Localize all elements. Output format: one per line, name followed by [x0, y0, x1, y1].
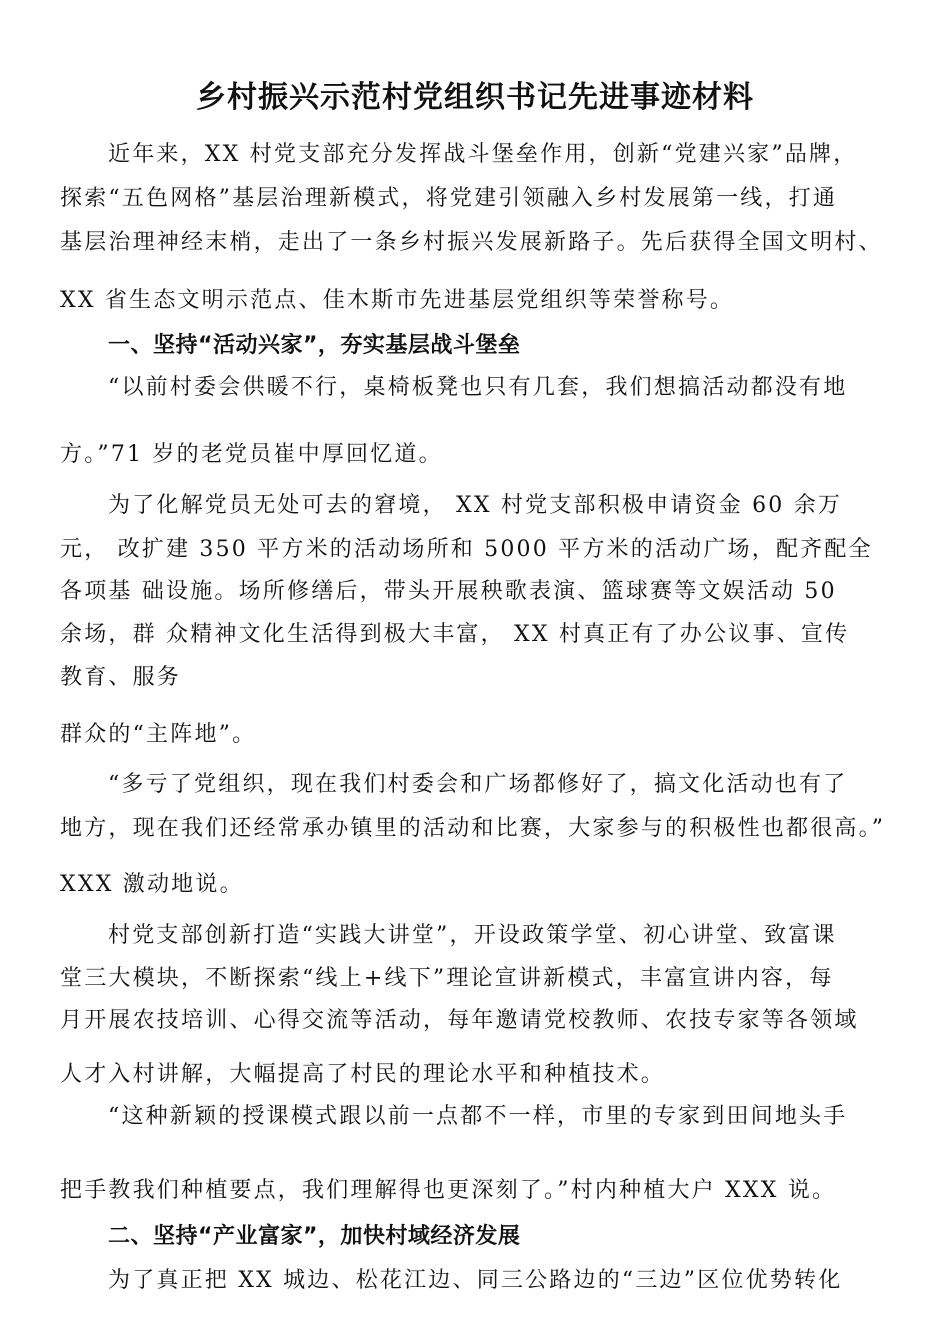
paragraph-line: 为了真正把 XX 城边、松花江边、同三公路边的“三边”区位优势转化 [108, 1268, 843, 1293]
paragraph-line: 元， 改扩建 350 平方米的活动场所和 5000 平方米的活动广场，配齐配全 [60, 537, 873, 562]
quote-line: “这种新颖的授课模式跟以前一点都不一样，市里的专家到田间地头手 [108, 1104, 848, 1129]
intro-line: 探索“五色网格”基层治理新模式，将党建引领融入乡村发展第一线，打通 [60, 186, 838, 211]
section-heading: 一、坚持“活动兴家”，夯实基层战斗堡垒 [108, 333, 521, 358]
paragraph-line: 教育、服务 [60, 665, 182, 690]
paragraph-line: 群众的“主阵地”。 [60, 722, 257, 747]
quote-line: 把手教我们种植要点，我们理解得也更深刻了。”村内种植大户 XXX 说。 [60, 1178, 837, 1203]
section-heading: 二、坚持“产业富家”，加快村域经济发展 [108, 1224, 521, 1249]
intro-line: 基层治理神经末梢，走出了一条乡村振兴发展新路子。先后获得全国文明村、 [60, 230, 883, 255]
document-title: 乡村振兴示范村党组织书记先进事迹材料 [196, 80, 754, 115]
paragraph-line: 人才入村讲解，大幅提高了村民的理论水平和种植技术。 [60, 1062, 666, 1087]
quote-line: 方。”71 岁的老党员崔中厚回忆道。 [60, 442, 443, 467]
paragraph-line: 各项基 础设施。场所修缮后，带头开展秧歌表演、篮球赛等文娱活动 50 [60, 579, 837, 604]
quote-line: XXX 激动地说。 [60, 872, 244, 897]
quote-line: “多亏了党组织，现在我们村委会和广场都修好了，搞文化活动也有了 [108, 772, 848, 797]
quote-line: 地方，现在我们还经常承办镇里的活动和比赛，大家参与的积极性也都很高。” [60, 816, 886, 841]
intro-line: 近年来，XX 村党支部充分发挥战斗堡垒作用，创新“党建兴家”品牌， [108, 142, 858, 167]
quote-line: “以前村委会供暖不行，桌椅板凳也只有几套，我们想搞活动都没有地 [108, 375, 848, 400]
intro-line: XX 省生态文明示范点、佳木斯市先进基层党组织等荣誉称号。 [60, 288, 735, 313]
paragraph-line: 为了化解党员无处可去的窘境， XX 村党支部积极申请资金 60 余万 [108, 493, 843, 518]
paragraph-line: 月开展农技培训、心得交流等活动，每年邀请党校教师、农技专家等各领域 [60, 1008, 859, 1033]
paragraph-line: 余场，群 众精神文化生活得到极大丰富， XX 村真正有了办公议事、宣传 [60, 622, 850, 647]
paragraph-line: 村党支部创新打造“实践大讲堂”，开设政策学堂、初心讲堂、致富课 [108, 923, 837, 948]
paragraph-line: 堂三大模块，不断探索“线上+线下”理论宣讲新模式，丰富宣讲内容，每 [60, 966, 834, 991]
